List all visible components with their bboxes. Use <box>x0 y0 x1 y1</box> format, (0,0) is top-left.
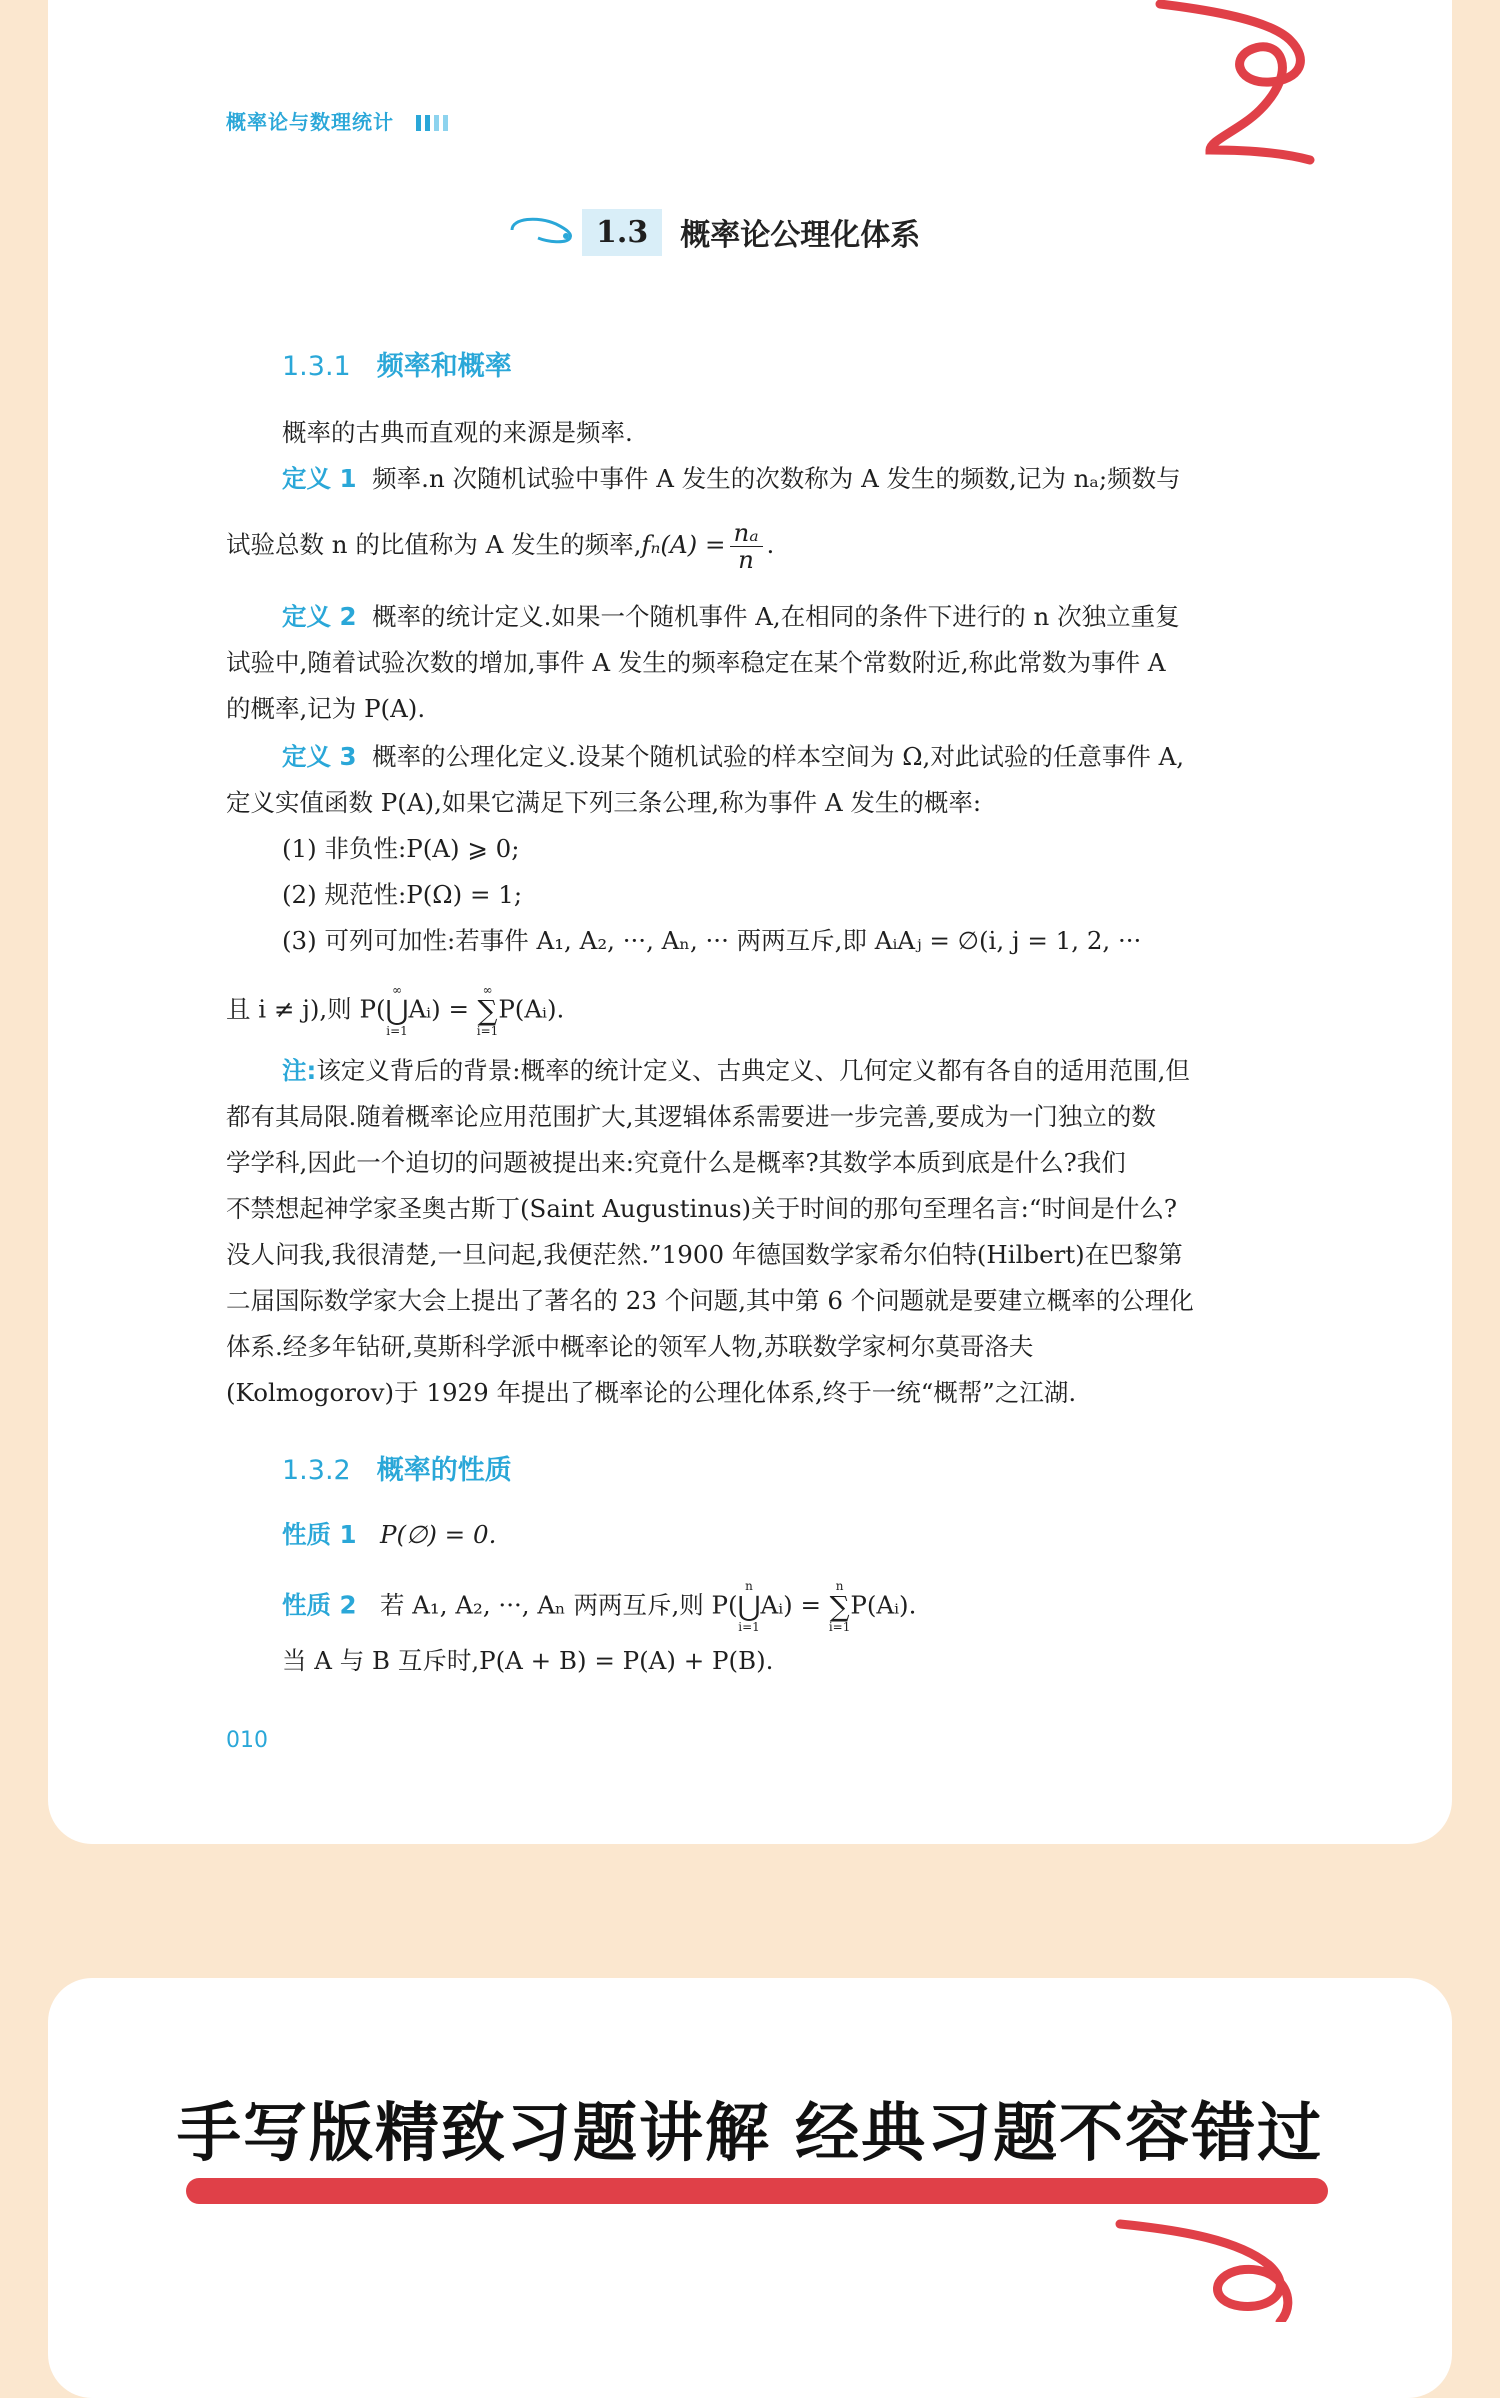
section-number: 1.3 <box>582 209 662 256</box>
definition-label: 定义 2 <box>282 602 357 631</box>
running-header <box>226 106 452 136</box>
upper-limit: n <box>745 1579 753 1593</box>
subsection-number: 1.3.2 <box>282 1455 351 1486</box>
definition-2-line3: 的概率,记为 P(A). <box>226 694 426 723</box>
definition-1-line2 <box>226 520 1276 573</box>
sum-symbol <box>829 1580 851 1634</box>
definition-text: 频率.n 次随机试验中事件 A 发生的次数称为 A 发生的频数,记为 nₐ;频数与 <box>372 464 1181 493</box>
lower-limit: i=1 <box>476 1024 499 1038</box>
axiom-1: (1) 非负性:P(A) ⩾ 0; <box>282 834 520 863</box>
upper-limit: ∞ <box>482 983 493 997</box>
sum-symbol <box>477 984 499 1038</box>
red-squiggle-icon <box>1150 0 1320 170</box>
lower-limit: i=1 <box>828 1620 851 1634</box>
axiom-2: (2) 规范性:P(Ω) = 1; <box>282 880 523 909</box>
formula: P(∅) = 0. <box>379 1520 497 1549</box>
lower-limit: i=1 <box>738 1620 760 1634</box>
formula: fₙ(A) = <box>641 530 726 559</box>
red-squiggle-icon <box>1110 2210 1310 2322</box>
note-line: (Kolmogorov)于 1929 年提出了概率论的公理化体系,终于一统“概帮”之江湖. <box>226 1378 1077 1407</box>
formula-text: Aᵢ) = <box>408 994 469 1024</box>
subsection-title: 概率的性质 <box>376 1455 512 1486</box>
note-line: 没人问我,我很清楚,一旦问起,我便茫然.”1900 年德国数学家希尔伯特(Hilbert)在巴黎第 <box>226 1240 1183 1269</box>
formula-text: P(Aᵢ). <box>498 994 565 1024</box>
definition-label: 定义 1 <box>282 464 357 493</box>
formula-text: 且 i ≠ j),则 P( <box>226 994 386 1024</box>
subsection-number: 1.3.1 <box>282 351 351 382</box>
property-label: 性质 2 <box>282 1590 357 1620</box>
fraction-numerator: nₐ <box>730 520 763 547</box>
section-title: 概率论公理化体系 <box>680 218 921 253</box>
definition-text: 试验总数 n 的比值称为 A 发生的频率, <box>226 530 642 559</box>
header-bars-icon <box>416 112 452 136</box>
union-glyph: ⋃ <box>385 994 409 1027</box>
note-line: 体系.经多年钻研,莫斯科学派中概率论的领军人物,苏联数学家柯尔莫哥洛夫 <box>226 1332 1034 1361</box>
upper-limit: n <box>835 1579 844 1593</box>
property-2-note: 当 A 与 B 互斥时,P(A + B) = P(A) + P(B). <box>282 1646 774 1675</box>
period: . <box>766 530 775 559</box>
sum-glyph: ∑ <box>829 1590 850 1623</box>
page-number: 010 <box>226 1728 268 1753</box>
definition-text: 概率的统计定义.如果一个随机事件 A,在相同的条件下进行的 n 次独立重复 <box>372 602 1180 631</box>
note-line: 学学科,因此一个迫切的问题被提出来:究竟什么是概率?其数学本质到底是什么?我们 <box>226 1148 1126 1177</box>
subsection-heading <box>282 344 512 383</box>
definition-2-line <box>282 600 1276 634</box>
subsection-heading <box>282 1448 512 1487</box>
definition-3-line2: 定义实值函数 P(A),如果它满足下列三条公理,称为事件 A 发生的概率: <box>226 788 982 817</box>
property-2 <box>282 1580 1276 1634</box>
note-text: 该定义背后的背景:概率的统计定义、古典定义、几何定义都有各自的适用范围,但 <box>316 1056 1190 1085</box>
definition-2-line2: 试验中,随着试验次数的增加,事件 A 发生的频率稳定在某个常数附近,称此常数为事件 A <box>226 648 1166 677</box>
definition-1-line <box>282 462 1276 496</box>
axiom-3: (3) 可列可加性:若事件 A₁, A₂, ···, Aₙ, ··· 两两互斥,即 AᵢAⱼ = ∅(i, j = 1, 2, ··· <box>282 926 1142 955</box>
upper-limit: ∞ <box>392 983 402 997</box>
page-card <box>48 0 1452 1844</box>
intro-text: 概率的古典而直观的来源是频率. <box>282 418 633 447</box>
property-label: 性质 1 <box>282 1520 357 1549</box>
fraction-denominator: n <box>738 545 754 574</box>
sum-glyph: ∑ <box>477 994 498 1027</box>
fraction <box>730 520 763 573</box>
definition-text: 概率的公理化定义.设某个随机试验的样本空间为 Ω,对此试验的任意事件 A, <box>372 742 1185 771</box>
note-line: 都有其局限.随着概率论应用范围扩大,其逻辑体系需要进一步完善,要成为一门独立的数 <box>226 1102 1156 1131</box>
formula-text: 若 A₁, A₂, ···, Aₙ 两两互斥,则 P( <box>379 1590 738 1620</box>
union-symbol <box>386 984 409 1038</box>
book-title: 概率论与数理统计 <box>226 110 394 134</box>
union-symbol <box>738 1580 761 1634</box>
note-label: 注: <box>282 1056 317 1085</box>
banner-headline: 手写版精致习题讲解 经典习题不容错过 <box>176 2097 1324 2171</box>
formula-text: P(Aᵢ). <box>850 1590 917 1620</box>
note-line <box>282 1054 1276 1088</box>
lower-limit: i=1 <box>386 1024 408 1038</box>
definition-label: 定义 3 <box>282 742 357 771</box>
definition-3-line <box>282 740 1276 774</box>
red-underline <box>186 2178 1328 2204</box>
formula-text: Aᵢ) = <box>760 1590 822 1620</box>
swirl-icon <box>508 212 578 252</box>
union-glyph: ⋃ <box>737 1590 761 1623</box>
note-line: 二届国际数学家大会上提出了著名的 23 个问题,其中第 6 个问题就是要建立概率的公理化 <box>226 1286 1194 1315</box>
section-heading <box>508 202 920 262</box>
note-line: 不禁想起神学家圣奥古斯丁(Saint Augustinus)关于时间的那句至理名言:“时间是什么? <box>226 1194 1177 1223</box>
axiom-3-continued <box>226 984 1276 1038</box>
property-1 <box>282 1518 1276 1552</box>
subsection-title: 频率和概率 <box>376 351 512 382</box>
